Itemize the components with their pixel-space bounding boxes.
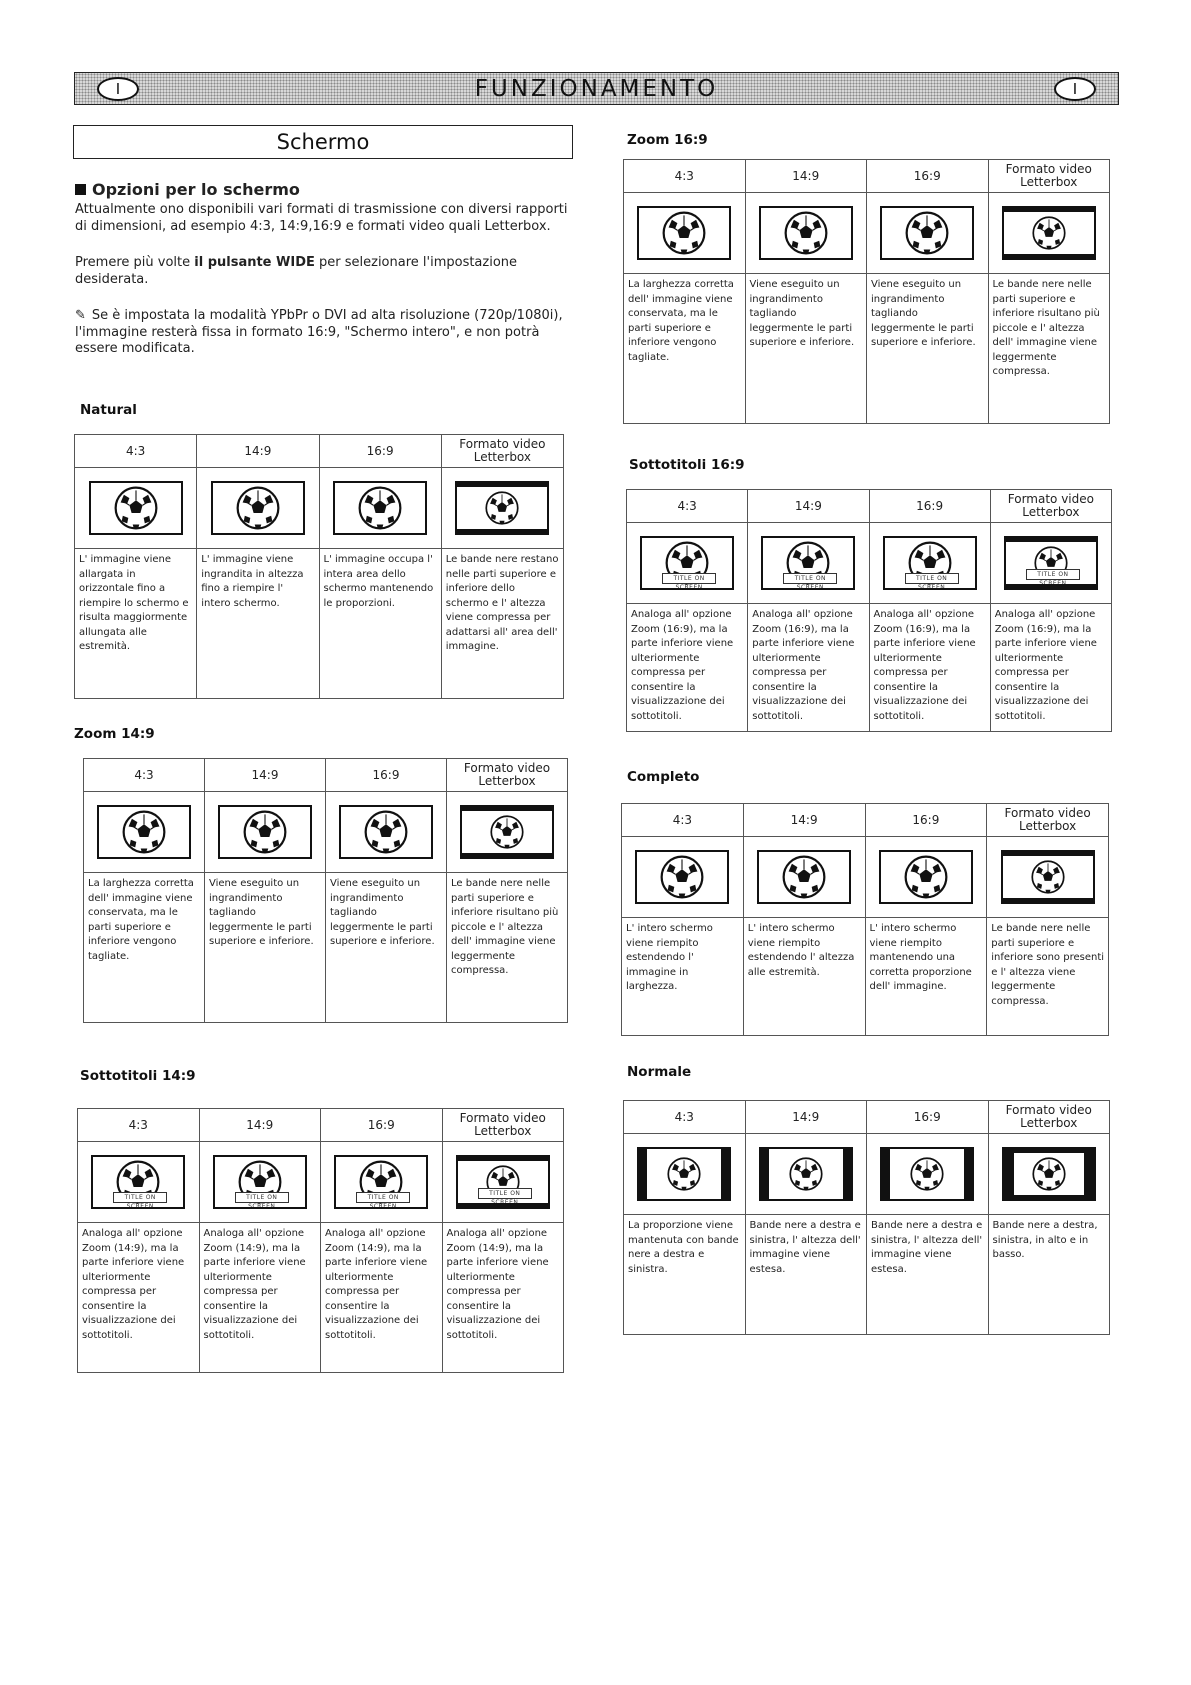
soccer-ball-icon [782, 855, 826, 899]
page-header-title: FUNZIONAMENTO [474, 76, 719, 102]
intro-heading: Opzioni per lo schermo [75, 180, 570, 200]
subtitle-strip: TITLE ON SCREEN [905, 573, 959, 584]
subtitle-strip: TITLE ON SCREEN [356, 1192, 410, 1203]
sott-16-9-screen-16-9 [883, 536, 977, 590]
sott-14-9-screen-14-9 [213, 1155, 307, 1209]
header-bar [74, 72, 1119, 105]
language-badge-left: I [97, 77, 139, 101]
completo-screen-4-3 [635, 850, 729, 904]
natural-screen-letterbox [455, 481, 549, 535]
zoom-14-9-header-letterbox: Formato video Letterbox [447, 759, 568, 792]
normale-desc-14-9: Bande nere a destra e sinistra, l' altezza dell' immagine viene estesa. [745, 1215, 867, 1335]
subtitle-strip: TITLE ON SCREEN [662, 573, 716, 584]
normale-desc-16-9: Bande nere a destra e sinistra, l' altezza dell' immagine viene estesa. [867, 1215, 989, 1335]
soccer-ball-icon [358, 486, 402, 530]
intro-paragraph-1: Attualmente ono disponibili vari formati di trasmissione con diversi rapporti di dimensioni, ad esempio 4:3, 14:9,16:9 e formati video quali Letterbox. [75, 202, 568, 234]
sott-14-9-header-16-9: 16:9 [321, 1109, 443, 1142]
sott-16-9-screen-4-3 [640, 536, 734, 590]
natural-desc-4-3: L' immagine viene allargata in orizzontale fino a riempire lo schermo e risulta maggiormente allungata alle estremità. [75, 549, 197, 699]
subtitle-strip: TITLE ON SCREEN [113, 1192, 167, 1203]
zoom-14-9-screen-letterbox [460, 805, 554, 859]
zoom-16-9-header-14-9: 14:9 [745, 160, 867, 193]
natural-table [74, 434, 564, 699]
natural-header-letterbox: Formato video Letterbox [441, 435, 563, 468]
natural-header-16-9: 16:9 [319, 435, 441, 468]
zoom-14-9-header-16-9: 16:9 [326, 759, 447, 792]
zoom-16-9-desc-letterbox: Le bande nere nelle parti superiore e inferiore risultano più piccole e l' altezza dell' immagine viene leggermente compressa. [988, 274, 1110, 424]
normale-screen-16-9 [880, 1147, 974, 1201]
completo-desc-letterbox: Le bande nere nelle parti superiore e inferiore sono presenti e l' altezza viene leggermente compressa. [987, 918, 1109, 1036]
completo-table [621, 803, 1109, 1036]
zoom-14-9-desc-14-9: Viene eseguito un ingrandimento tagliando leggermente le parti superiore e inferiore. [205, 873, 326, 1023]
completo-desc-4-3: L' intero schermo viene riempito estendendo l' immagine in larghezza. [622, 918, 744, 1036]
soccer-ball-icon [122, 810, 166, 854]
sottotitoli-16-9-table [626, 489, 1112, 732]
zoom-16-9-table [623, 159, 1110, 424]
soccer-ball-icon [490, 815, 524, 849]
sott-16-9-header-letterbox: Formato video Letterbox [990, 490, 1111, 523]
soccer-ball-icon [114, 486, 158, 530]
sott-16-9-header-14-9: 14:9 [748, 490, 869, 523]
subtitle-strip: TITLE ON SCREEN [478, 1188, 532, 1199]
sott-14-9-header-letterbox: Formato video Letterbox [442, 1109, 564, 1142]
zoom-14-9-desc-4-3: La larghezza corretta dell' immagine viene conservata, ma le parti superiore e inferiore vengono tagliate. [84, 873, 205, 1023]
natural-screen-4-3 [89, 481, 183, 535]
soccer-ball-icon [660, 855, 704, 899]
soccer-ball-icon [1031, 860, 1065, 894]
normale-screen-letterbox [1002, 1147, 1096, 1201]
completo-header-16-9: 16:9 [865, 804, 987, 837]
zoom-14-9-header-4-3: 4:3 [84, 759, 205, 792]
natural-screen-14-9 [211, 481, 305, 535]
sott-16-9-header-4-3: 4:3 [627, 490, 748, 523]
normale-header-letterbox: Formato video Letterbox [988, 1101, 1110, 1134]
zoom-16-9-desc-14-9: Viene eseguito un ingrandimento tagliando leggermente le parti superiore e inferiore. [745, 274, 867, 424]
completo-desc-14-9: L' intero schermo viene riempito estendendo l' altezza alle estremità. [743, 918, 865, 1036]
sott-14-9-header-4-3: 4:3 [78, 1109, 200, 1142]
completo-screen-16-9 [879, 850, 973, 904]
soccer-ball-icon [662, 211, 706, 255]
normale-header-4-3: 4:3 [624, 1101, 746, 1134]
zoom-14-9-title: Zoom 14:9 [74, 726, 155, 742]
zoom-14-9-screen-16-9 [339, 805, 433, 859]
natural-desc-14-9: L' immagine viene ingrandita in altezza fino a riempire l' intero schermo. [197, 549, 319, 699]
completo-title: Completo [627, 769, 700, 785]
zoom-16-9-title: Zoom 16:9 [627, 132, 708, 148]
soccer-ball-icon [784, 211, 828, 255]
soccer-ball-icon [1032, 1157, 1066, 1191]
normale-screen-14-9 [759, 1147, 853, 1201]
natural-header-14-9: 14:9 [197, 435, 319, 468]
natural-header-4-3: 4:3 [75, 435, 197, 468]
intro-paragraph-2: Premere più volte il pulsante WIDE per selezionare l'impostazione desiderata. [75, 255, 518, 287]
normale-title: Normale [627, 1064, 692, 1080]
soccer-ball-icon [243, 810, 287, 854]
soccer-ball-icon [236, 486, 280, 530]
subtitle-strip: TITLE ON SCREEN [235, 1192, 289, 1203]
sott-16-9-header-16-9: 16:9 [869, 490, 990, 523]
completo-header-14-9: 14:9 [743, 804, 865, 837]
language-badge-right: I [1054, 77, 1096, 101]
natural-desc-letterbox: Le bande nere restano nelle parti superiore e inferiore dello schermo e l' altezza viene compressa per adattarsi all' area dell' immagine. [441, 549, 563, 699]
sott-14-9-screen-16-9 [334, 1155, 428, 1209]
zoom-14-9-screen-14-9 [218, 805, 312, 859]
bullet-square-icon [75, 184, 86, 195]
normale-header-14-9: 14:9 [745, 1101, 867, 1134]
completo-header-letterbox: Formato video Letterbox [987, 804, 1109, 837]
soccer-ball-icon [905, 211, 949, 255]
sott-16-9-screen-letterbox [1004, 536, 1098, 590]
soccer-ball-icon [485, 491, 519, 525]
sott-14-9-desc-4-3: Analoga all' opzione Zoom (14:9), ma la parte inferiore viene ulteriormente compressa per consentire la visualizzazione dei sottotitoli. [78, 1223, 200, 1373]
soccer-ball-icon [364, 810, 408, 854]
sott-14-9-desc-letterbox: Analoga all' opzione Zoom (14:9), ma la parte inferiore viene ulteriormente compressa per consentire la visualizzazione dei sottotitoli. [442, 1223, 564, 1373]
sottotitoli-14-9-table [77, 1108, 564, 1373]
intro-block [75, 180, 570, 378]
completo-screen-14-9 [757, 850, 851, 904]
sott-14-9-desc-16-9: Analoga all' opzione Zoom (14:9), ma la parte inferiore viene ulteriormente compressa per consentire la visualizzazione dei sottotitoli. [321, 1223, 443, 1373]
soccer-ball-icon [904, 855, 948, 899]
soccer-ball-icon [910, 1157, 944, 1191]
sott-16-9-desc-14-9: Analoga all' opzione Zoom (16:9), ma la parte inferiore viene ulteriormente compressa per consentire la visualizzazione dei sottotitoli. [748, 604, 869, 732]
sott-14-9-desc-14-9: Analoga all' opzione Zoom (14:9), ma la parte inferiore viene ulteriormente compressa per consentire la visualizzazione dei sottotitoli. [199, 1223, 321, 1373]
zoom-14-9-desc-16-9: Viene eseguito un ingrandimento tagliando leggermente le parti superiore e inferiore. [326, 873, 447, 1023]
natural-title: Natural [80, 402, 137, 418]
sott-14-9-header-14-9: 14:9 [199, 1109, 321, 1142]
sott-16-9-desc-16-9: Analoga all' opzione Zoom (16:9), ma la parte inferiore viene ulteriormente compressa per consentire la visualizzazione dei sottotitoli. [869, 604, 990, 732]
completo-screen-letterbox [1001, 850, 1095, 904]
normale-desc-4-3: La proporzione viene mantenuta con bande nere a destra e sinistra. [624, 1215, 746, 1335]
sottotitoli-16-9-title: Sottotitoli 16:9 [629, 457, 745, 473]
soccer-ball-icon [667, 1157, 701, 1191]
intro-note: ✎ Se è impostata la modalità YPbPr o DVI ad alta risoluzione (720p/1080i), l'immagine resterà fissa in formato 16:9, "Schermo intero", e non potrà essere modificata. [75, 308, 563, 356]
pencil-note-icon: ✎ [75, 308, 86, 323]
zoom-16-9-desc-16-9: Viene eseguito un ingrandimento tagliando leggermente le parti superiore e inferiore. [867, 274, 989, 424]
soccer-ball-icon [1032, 216, 1066, 250]
zoom-16-9-screen-14-9 [759, 206, 853, 260]
sott-16-9-screen-14-9 [761, 536, 855, 590]
wide-button-reference: il pulsante WIDE [194, 255, 315, 270]
normale-table [623, 1100, 1110, 1335]
subtitle-strip: TITLE ON SCREEN [1026, 569, 1080, 580]
sott-14-9-screen-4-3 [91, 1155, 185, 1209]
sott-16-9-desc-letterbox: Analoga all' opzione Zoom (16:9), ma la parte inferiore viene ulteriormente compressa per consentire la visualizzazione dei sottotitoli. [990, 604, 1111, 732]
sottotitoli-14-9-title: Sottotitoli 14:9 [80, 1068, 196, 1084]
zoom-16-9-header-4-3: 4:3 [624, 160, 746, 193]
normale-desc-letterbox: Bande nere a destra, sinistra, in alto e in basso. [988, 1215, 1110, 1335]
sott-16-9-desc-4-3: Analoga all' opzione Zoom (16:9), ma la parte inferiore viene ulteriormente compressa per consentire la visualizzazione dei sottotitoli. [627, 604, 748, 732]
zoom-14-9-header-14-9: 14:9 [205, 759, 326, 792]
zoom-16-9-desc-4-3: La larghezza corretta dell' immagine viene conservata, ma le parti superiore e inferiore vengono tagliate. [624, 274, 746, 424]
natural-desc-16-9: L' immagine occupa l' intera area dello schermo mantenendo le proporzioni. [319, 549, 441, 699]
completo-header-4-3: 4:3 [622, 804, 744, 837]
soccer-ball-icon [789, 1157, 823, 1191]
completo-desc-16-9: L' intero schermo viene riempito mantenendo una corretta proporzione dell' immagine. [865, 918, 987, 1036]
zoom-16-9-screen-letterbox [1002, 206, 1096, 260]
zoom-16-9-header-16-9: 16:9 [867, 160, 989, 193]
natural-screen-16-9 [333, 481, 427, 535]
zoom-14-9-table [83, 758, 568, 1023]
zoom-14-9-screen-4-3 [97, 805, 191, 859]
zoom-16-9-screen-4-3 [637, 206, 731, 260]
zoom-14-9-desc-letterbox: Le bande nere nelle parti superiore e inferiore risultano più piccole e l' altezza dell' immagine viene leggermente compressa. [447, 873, 568, 1023]
normale-screen-4-3 [637, 1147, 731, 1201]
sott-14-9-screen-letterbox [456, 1155, 550, 1209]
section-title: Schermo [73, 125, 573, 159]
normale-header-16-9: 16:9 [867, 1101, 989, 1134]
zoom-16-9-header-letterbox: Formato video Letterbox [988, 160, 1110, 193]
zoom-16-9-screen-16-9 [880, 206, 974, 260]
subtitle-strip: TITLE ON SCREEN [783, 573, 837, 584]
